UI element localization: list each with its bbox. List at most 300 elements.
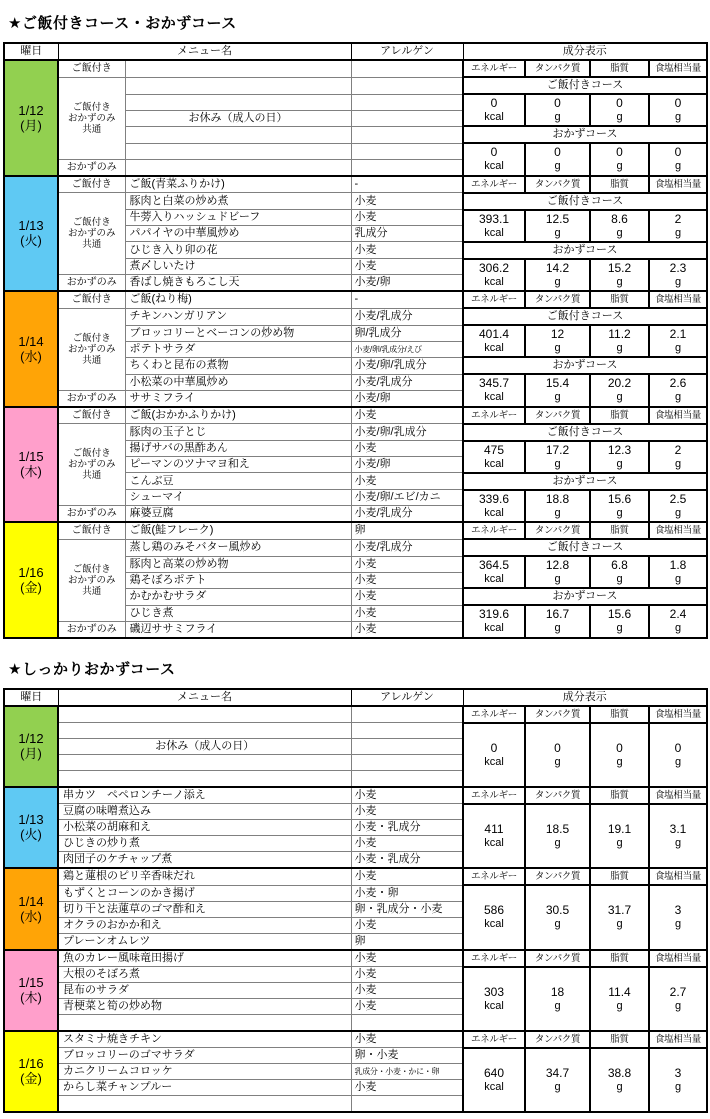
- fat-value: 11.2: [608, 327, 631, 341]
- nutrition-value-cell: [525, 723, 590, 787]
- nutrition-value-cell: [590, 967, 649, 1031]
- unit-label: kcal: [484, 342, 504, 354]
- salt-header: 食塩相当量: [649, 868, 707, 885]
- day-cell: [4, 522, 58, 638]
- menu-item-cell: ご飯(おかかふりかけ): [125, 407, 351, 424]
- nutrition-value-cell: [590, 804, 649, 869]
- col-header-menu: メニュー名: [58, 689, 351, 706]
- day-date: 1/15: [18, 449, 44, 465]
- fat-value: 0: [616, 145, 623, 160]
- menu-item-cell: からし菜チャンプルー: [58, 1080, 351, 1096]
- fat-value: 31.7: [607, 903, 632, 918]
- menu-item-cell: 魚のカレー風味竜田揚げ: [58, 950, 351, 967]
- menu-item-cell: 牛蒡入りハッシュドビーフ: [125, 210, 351, 226]
- energy-header: エネルギー: [463, 787, 525, 804]
- nutrition-value-cell: [525, 325, 590, 357]
- protein-value: 0: [554, 145, 561, 160]
- unit-label: g: [616, 457, 623, 470]
- nutrition-value-cell: [525, 556, 590, 588]
- menu-item-cell: [58, 723, 351, 739]
- protein-value: 12: [550, 327, 565, 341]
- unit-label: g: [554, 391, 561, 404]
- allergen-cell: 小麦: [351, 983, 463, 999]
- energy-value: 0: [490, 96, 498, 110]
- energy-value: 0: [490, 145, 498, 160]
- protein-value: 18: [550, 984, 565, 999]
- day-date: 1/16: [18, 1056, 44, 1071]
- salt-header: 食塩相当量: [649, 787, 707, 804]
- unit-label: kcal: [484, 999, 504, 1012]
- energy-header: エネルギー: [463, 522, 525, 539]
- allergen-cell: 小麦: [351, 242, 463, 259]
- menu-item-cell: 豆腐の味噌煮込み: [58, 804, 351, 820]
- nutrition-value-cell: [525, 441, 590, 473]
- menu-item-cell: オクラのおかか和え: [58, 917, 351, 933]
- row-label-common-line: 共通: [82, 123, 102, 135]
- day-cell: [4, 787, 58, 869]
- nutrition-value-cell: [649, 723, 707, 787]
- energy-value: 364.5: [478, 558, 510, 572]
- nutrition-value-cell: [649, 967, 707, 1031]
- row-label-rice: ご飯付き: [58, 291, 125, 308]
- salt-header: 食塩相当量: [649, 950, 707, 967]
- unit-label: g: [674, 342, 682, 354]
- menu-item-cell: かむかむサラダ: [125, 588, 351, 605]
- okazu-course-label: おかずコース: [463, 588, 707, 605]
- energy-value: 339.6: [478, 491, 510, 506]
- menu-item-cell: 麻婆豆腐: [125, 506, 351, 523]
- protein-value: 17.2: [545, 442, 570, 457]
- allergen-cell: 小麦/卵/乳成分: [351, 357, 463, 374]
- unit-label: g: [674, 755, 682, 768]
- day-date: 1/14: [18, 333, 44, 349]
- energy-header: エネルギー: [463, 60, 525, 77]
- nutrition-value-cell: [463, 1048, 525, 1112]
- unit-label: g: [674, 391, 682, 404]
- unit-label: kcal: [484, 573, 504, 585]
- menu-item-cell: 香ばし焼きもろこし天: [125, 275, 351, 292]
- menu-item-cell: 磯辺ササミフライ: [125, 621, 351, 638]
- allergen-cell: 小麦/卵: [351, 275, 463, 292]
- fat-value: 0: [616, 740, 623, 755]
- nutrition-value-cell: [649, 259, 707, 292]
- unit-label: g: [616, 160, 623, 173]
- row-label-okazu-only: おかずのみ: [58, 390, 125, 407]
- protein-header: タンパク質: [525, 1031, 590, 1048]
- nutrition-value-cell: [463, 885, 525, 950]
- energy-value: 303: [483, 984, 505, 999]
- fat-value: 11.4: [608, 984, 631, 999]
- col-header-allergen: アレルゲン: [351, 43, 463, 60]
- protein-header: タンパク質: [525, 706, 590, 723]
- unit-label: g: [554, 226, 561, 239]
- unit-label: g: [674, 160, 682, 173]
- day-cell: [4, 407, 58, 523]
- fat-value: 6.8: [611, 558, 628, 572]
- row-label-rice: ご飯付き: [58, 407, 125, 424]
- menu-item-cell: [125, 94, 351, 110]
- protein-header: タンパク質: [525, 60, 590, 77]
- allergen-cell: [351, 159, 463, 176]
- nutrition-value-cell: [463, 605, 525, 638]
- nutrition-value-cell: [649, 1048, 707, 1112]
- nutrition-value-cell: [649, 210, 707, 242]
- energy-header: エネルギー: [463, 868, 525, 885]
- allergen-cell: 小麦/卵/乳成分: [351, 424, 463, 441]
- allergen-cell: -: [351, 176, 463, 193]
- unit-label: g: [554, 275, 561, 288]
- allergen-cell: 小麦: [351, 917, 463, 933]
- menu-item-cell: ピーマンのツナマヨ和え: [125, 457, 351, 473]
- salt-value: 0: [674, 96, 682, 110]
- row-label-common: [58, 77, 125, 159]
- menu-item-cell: 豚肉の玉子とじ: [125, 424, 351, 441]
- allergen-cell: 小麦: [351, 407, 463, 424]
- row-label-common-line: ご飯付き: [72, 332, 111, 344]
- day-date: 1/14: [18, 893, 44, 909]
- allergen-cell: 小麦: [351, 967, 463, 983]
- energy-value: 640: [483, 1065, 505, 1080]
- menu-item-cell: ちくわと昆布の煮物: [125, 357, 351, 374]
- day-weekday: (火): [20, 827, 42, 843]
- nutrition-value-cell: [525, 210, 590, 242]
- day-weekday: (月): [20, 746, 42, 761]
- protein-value: 15.4: [545, 376, 570, 391]
- nutrition-value-cell: [590, 374, 649, 407]
- allergen-cell: 小麦: [351, 804, 463, 820]
- unit-label: g: [616, 1080, 623, 1093]
- nutrition-value-cell: [463, 210, 525, 242]
- allergen-cell: 小麦: [351, 588, 463, 605]
- day-date: 1/12: [18, 731, 44, 746]
- allergen-cell: 小麦: [351, 210, 463, 226]
- unit-label: g: [554, 457, 561, 470]
- menu-item-cell: [58, 1096, 351, 1112]
- nutrition-value-cell: [525, 94, 590, 126]
- unit-label: g: [674, 506, 682, 519]
- unit-label: kcal: [484, 391, 504, 404]
- menu-item-cell: 蒸し鶏のみそバター風炒め: [125, 539, 351, 556]
- day-weekday: (水): [20, 348, 42, 364]
- nutrition-value-cell: [525, 490, 590, 523]
- nutrition-value-cell: [525, 1048, 590, 1112]
- nutrition-value-cell: [590, 325, 649, 357]
- fat-header: 脂質: [590, 706, 649, 723]
- unit-label: g: [674, 457, 682, 470]
- row-label-common: [58, 539, 125, 621]
- energy-value: 475: [483, 442, 505, 457]
- nutrition-value-cell: [649, 605, 707, 638]
- col-header-allergen: アレルゲン: [351, 689, 463, 706]
- unit-label: kcal: [484, 918, 504, 931]
- allergen-cell: 小麦/卵: [351, 457, 463, 473]
- unit-label: g: [554, 160, 561, 173]
- allergen-cell: 小麦・乳成分: [351, 852, 463, 869]
- menu-item-cell: こんぶ豆: [125, 473, 351, 490]
- protein-header: タンパク質: [525, 787, 590, 804]
- energy-value: 0: [490, 740, 498, 755]
- nutrition-value-cell: [525, 804, 590, 869]
- fat-header: 脂質: [590, 868, 649, 885]
- protein-value: 12.5: [545, 211, 570, 226]
- fat-value: 8.6: [611, 211, 628, 226]
- row-label-common-line: ご飯付き: [72, 217, 111, 228]
- menu-item-cell: パパイヤの中華風炒め: [125, 226, 351, 242]
- okazu-course-label: おかずコース: [463, 126, 707, 143]
- menu-item-cell: [125, 143, 351, 159]
- unit-label: g: [554, 755, 561, 768]
- row-label-common-line: ご飯付き: [72, 448, 111, 459]
- day-weekday: (月): [20, 117, 42, 133]
- unit-label: g: [616, 391, 623, 404]
- unit-label: g: [616, 275, 623, 288]
- unit-label: g: [674, 275, 682, 288]
- nutrition-value-cell: [590, 556, 649, 588]
- menu-item-cell: ひじき煮: [125, 605, 351, 621]
- menu-item-cell: お休み（成人の日）: [58, 739, 351, 755]
- unit-label: g: [616, 755, 623, 768]
- day-cell: [4, 706, 58, 787]
- nutrition-value-cell: [649, 325, 707, 357]
- salt-header: 食塩相当量: [649, 407, 707, 424]
- allergen-cell: [351, 706, 463, 723]
- unit-label: g: [554, 506, 561, 519]
- nutrition-value-cell: [590, 605, 649, 638]
- menu-item-cell: [58, 706, 351, 723]
- fat-value: 20.2: [607, 376, 632, 391]
- menu-item-cell: 小松菜の胡麻和え: [58, 820, 351, 836]
- row-label-okazu-only: おかずのみ: [58, 275, 125, 292]
- protein-value: 16.7: [545, 607, 570, 622]
- rice-course-label: ご飯付きコース: [463, 193, 707, 210]
- col-header-day: 曜日: [4, 43, 58, 60]
- nutrition-value-cell: [649, 804, 707, 869]
- energy-value: 345.7: [478, 376, 510, 391]
- row-label-common-line: おかずのみ: [67, 574, 116, 586]
- unit-label: g: [554, 836, 561, 849]
- nutrition-value-cell: [463, 967, 525, 1031]
- protein-header: タンパク質: [525, 950, 590, 967]
- unit-label: g: [554, 918, 561, 931]
- row-label-common-line: おかずのみ: [67, 343, 116, 355]
- rice-and-okazu-course-table: [3, 42, 708, 639]
- salt-header: 食塩相当量: [649, 176, 707, 193]
- unit-label: g: [554, 999, 561, 1012]
- nutrition-value-cell: [590, 210, 649, 242]
- unit-label: g: [616, 836, 623, 849]
- nutrition-value-cell: [463, 325, 525, 357]
- protein-header: タンパク質: [525, 407, 590, 424]
- menu-item-cell: ご飯(鮭フレーク): [125, 522, 351, 539]
- fat-header: 脂質: [590, 60, 649, 77]
- unit-label: kcal: [484, 836, 504, 849]
- menu-item-cell: [58, 755, 351, 771]
- row-label-common-line: ご飯付き: [72, 101, 111, 113]
- protein-value: 14.2: [545, 260, 570, 275]
- allergen-cell: [351, 1015, 463, 1031]
- allergen-cell: 小麦: [351, 259, 463, 275]
- allergen-cell: 小麦: [351, 787, 463, 804]
- menu-item-cell: ブロッコリーのゴマサラダ: [58, 1048, 351, 1064]
- row-label-okazu-only: おかずのみ: [58, 506, 125, 523]
- menu-item-cell: [125, 77, 351, 94]
- day-date: 1/16: [18, 564, 44, 580]
- day-cell: [4, 176, 58, 292]
- unit-label: g: [616, 111, 623, 123]
- energy-header: エネルギー: [463, 950, 525, 967]
- menu-item-cell: ご飯(青菜ふりかけ): [125, 176, 351, 193]
- menu-item-cell: カニクリームコロッケ: [58, 1064, 351, 1080]
- fat-value: 19.1: [607, 821, 632, 836]
- nutrition-value-cell: [590, 441, 649, 473]
- unit-label: g: [674, 111, 682, 123]
- nutrition-value-cell: [463, 259, 525, 292]
- menu-item-cell: ササミフライ: [125, 390, 351, 407]
- allergen-cell: 小麦・乳成分: [351, 820, 463, 836]
- salt-value: 2.4: [669, 607, 687, 622]
- menu-item-cell: [125, 126, 351, 143]
- row-label-common: [58, 424, 125, 506]
- allergen-cell: [351, 77, 463, 94]
- day-cell: [4, 60, 58, 176]
- nutrition-value-cell: [649, 556, 707, 588]
- row-label-rice: ご飯付き: [58, 176, 125, 193]
- allergen-cell: [351, 723, 463, 739]
- allergen-cell: [351, 110, 463, 126]
- unit-label: g: [554, 342, 561, 354]
- allergen-cell: 卵: [351, 933, 463, 950]
- energy-value: 411: [484, 821, 504, 836]
- unit-label: g: [674, 918, 682, 931]
- energy-header: エネルギー: [463, 1031, 525, 1048]
- nutrition-value-cell: [463, 143, 525, 176]
- menu-item-cell: ひじきの炒り煮: [58, 836, 351, 852]
- nutrition-value-cell: [590, 259, 649, 292]
- salt-header: 食塩相当量: [649, 291, 707, 308]
- allergen-cell: 小麦/乳成分: [351, 539, 463, 556]
- allergen-cell: 小麦/乳成分: [351, 374, 463, 390]
- row-label-common-line: おかずのみ: [67, 112, 116, 124]
- allergen-cell: 小麦: [351, 556, 463, 572]
- row-label-rice: ご飯付き: [58, 522, 125, 539]
- unit-label: g: [674, 1080, 682, 1093]
- unit-label: g: [554, 622, 561, 635]
- nutrition-value-cell: [463, 556, 525, 588]
- protein-value: 30.5: [545, 903, 570, 918]
- menu-item-cell: 青梗菜と筍の炒め物: [58, 999, 351, 1015]
- nutrition-value-cell: [463, 441, 525, 473]
- fat-value: 15.6: [607, 607, 632, 622]
- menu-item-cell: ブロッコリーとベーコンの炒め物: [125, 325, 351, 341]
- col-header-nutrition: 成分表示: [463, 43, 707, 60]
- nutrition-value-cell: [525, 885, 590, 950]
- day-date: 1/13: [18, 812, 44, 828]
- salt-value: 2: [674, 442, 682, 457]
- okazu-course-label: おかずコース: [463, 473, 707, 490]
- protein-value: 12.8: [545, 558, 570, 572]
- salt-value: 3: [674, 1065, 682, 1080]
- protein-value: 34.7: [545, 1065, 570, 1080]
- fat-header: 脂質: [590, 176, 649, 193]
- allergen-cell: 小麦/乳成分: [351, 308, 463, 325]
- nutrition-value-cell: [525, 259, 590, 292]
- menu-item-cell: [58, 1015, 351, 1031]
- salt-header: 食塩相当量: [649, 706, 707, 723]
- salt-value: 2.3: [669, 260, 687, 275]
- day-weekday: (金): [20, 579, 42, 595]
- unit-label: g: [674, 999, 682, 1012]
- unit-label: g: [616, 506, 623, 519]
- nutrition-value-cell: [649, 143, 707, 176]
- protein-value: 0: [554, 740, 561, 755]
- fat-value: 15.6: [607, 491, 632, 506]
- menu-item-cell: 小松菜の中華風炒め: [125, 374, 351, 390]
- okazu-course-label: おかずコース: [463, 357, 707, 374]
- unit-label: kcal: [484, 506, 504, 519]
- energy-header: エネルギー: [463, 706, 525, 723]
- day-weekday: (水): [20, 908, 42, 924]
- menu-item-cell: ひじき入り卯の花: [125, 242, 351, 259]
- nutrition-value-cell: [463, 94, 525, 126]
- unit-label: kcal: [484, 160, 504, 173]
- allergen-cell: 小麦: [351, 1080, 463, 1096]
- nutrition-value-cell: [590, 94, 649, 126]
- day-weekday: (木): [20, 990, 42, 1005]
- col-header-menu: メニュー名: [58, 43, 351, 60]
- allergen-cell: 小麦/卵/乳成分/えび: [351, 341, 463, 357]
- rice-course-label: ご飯付きコース: [463, 308, 707, 325]
- unit-label: g: [616, 573, 623, 585]
- allergen-cell: 小麦・卵: [351, 885, 463, 901]
- fat-value: 15.2: [607, 260, 632, 275]
- okazu-course-label: おかずコース: [463, 242, 707, 259]
- menu-item-cell: ポテトサラダ: [125, 341, 351, 357]
- fat-header: 脂質: [590, 787, 649, 804]
- menu-item-cell: 鶏と蓮根のピリ辛香味だれ: [58, 868, 351, 885]
- allergen-cell: 小麦: [351, 950, 463, 967]
- nutrition-value-cell: [463, 490, 525, 523]
- menu-item-cell: 豚肉と高菜の炒め物: [125, 556, 351, 572]
- unit-label: kcal: [484, 755, 504, 768]
- fat-header: 脂質: [590, 291, 649, 308]
- allergen-cell: [351, 1096, 463, 1112]
- protein-header: タンパク質: [525, 522, 590, 539]
- row-label-okazu-only: おかずのみ: [58, 621, 125, 638]
- menu-item-cell: 切り干と法蓮草のゴマ酢和え: [58, 901, 351, 917]
- nutrition-value-cell: [590, 723, 649, 787]
- energy-header: エネルギー: [463, 291, 525, 308]
- menu-item-cell: プレーンオムレツ: [58, 933, 351, 950]
- day-cell: [4, 1031, 58, 1112]
- nutrition-value-cell: [590, 143, 649, 176]
- fat-header: 脂質: [590, 407, 649, 424]
- day-cell: [4, 868, 58, 950]
- day-weekday: (金): [20, 1071, 42, 1086]
- nutrition-value-cell: [649, 490, 707, 523]
- row-label-common-line: 共通: [82, 354, 102, 366]
- salt-header: 食塩相当量: [649, 1031, 707, 1048]
- allergen-cell: 小麦: [351, 621, 463, 638]
- unit-label: g: [674, 836, 682, 849]
- unit-label: g: [616, 226, 623, 239]
- unit-label: g: [674, 573, 682, 585]
- nutrition-value-cell: [649, 441, 707, 473]
- menu-item-cell: 串カツ ペペロンチーノ添え: [58, 787, 351, 804]
- salt-value: 2.6: [669, 376, 687, 391]
- row-label-common-line: 共通: [82, 239, 102, 250]
- protein-value: 18.5: [545, 821, 570, 836]
- menu-item-cell: [125, 60, 351, 77]
